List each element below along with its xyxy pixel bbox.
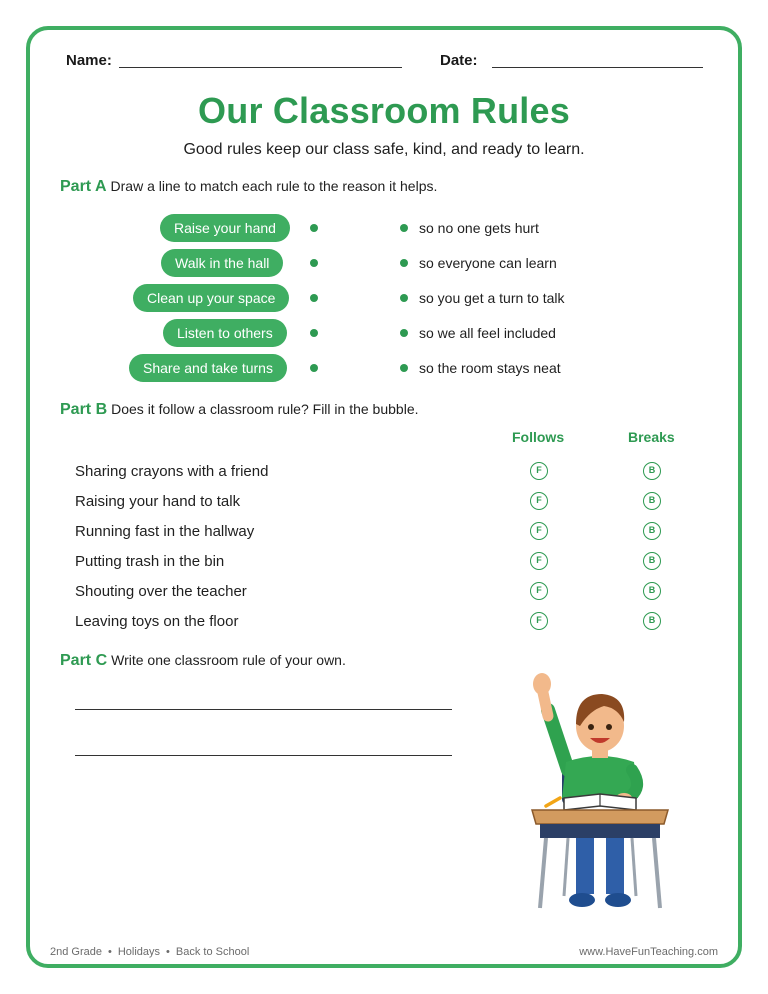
scenario-text: Shouting over the teacher <box>75 583 247 600</box>
rule-pill: Clean up your space <box>133 284 289 312</box>
part-b-instruction: Does it follow a classroom rule? Fill in the bubble. <box>111 401 419 417</box>
write-line-1[interactable] <box>75 709 452 710</box>
rule-match-dot <box>310 329 318 337</box>
reason-text: so everyone can learn <box>419 255 557 271</box>
rule-match-dot <box>310 224 318 232</box>
rule-pill: Share and take turns <box>129 354 287 382</box>
page-subtitle: Good rules keep our class safe, kind, and ready to learn. <box>183 141 585 158</box>
footer-tag: 2nd Grade <box>50 946 102 958</box>
page-title: Our Classroom Rules <box>198 90 570 131</box>
part-c-tag: Part C <box>60 652 108 669</box>
part-c-heading <box>60 652 346 670</box>
follows-bubble[interactable]: F <box>530 492 548 510</box>
follows-column-header: Follows <box>512 429 565 445</box>
part-a-instruction: Draw a line to match each rule to the reason it helps. <box>110 178 438 194</box>
rule-match-dot <box>310 364 318 372</box>
date-label: Date: <box>440 52 478 69</box>
part-a-tag: Part A <box>60 178 107 195</box>
reason-text: so no one gets hurt <box>419 220 539 236</box>
name-line <box>119 67 402 68</box>
reason-match-dot <box>400 224 408 232</box>
footer-tag: Back to School <box>175 946 250 958</box>
write-line-2[interactable] <box>75 755 452 756</box>
bullet-separator-icon: • <box>107 946 112 958</box>
scenario-text: Running fast in the hallway <box>75 523 255 540</box>
follows-bubble[interactable]: F <box>530 522 548 540</box>
scenario-text: Raising your hand to talk <box>75 493 241 510</box>
footer-tag: Holidays <box>117 946 161 958</box>
footer-tags <box>50 946 249 958</box>
reason-match-dot <box>400 294 408 302</box>
breaks-column-header: Breaks <box>628 429 675 445</box>
breaks-bubble[interactable]: B <box>643 582 661 600</box>
breaks-bubble[interactable]: B <box>643 522 661 540</box>
rule-pill: Raise your hand <box>160 214 290 242</box>
footer-site: www.HaveFunTeaching.com <box>579 946 718 958</box>
reason-match-dot <box>400 329 408 337</box>
rule-pill: Listen to others <box>163 319 287 347</box>
follows-bubble[interactable]: F <box>530 552 548 570</box>
breaks-bubble[interactable]: B <box>643 552 661 570</box>
rule-match-dot <box>310 294 318 302</box>
date-line <box>492 67 703 68</box>
name-label: Name: <box>66 52 112 69</box>
student-raising-hand-illustration <box>520 670 680 920</box>
reason-text: so we all feel included <box>419 325 556 341</box>
part-b-heading <box>60 401 419 419</box>
rule-match-dot <box>310 259 318 267</box>
breaks-bubble[interactable]: B <box>643 492 661 510</box>
breaks-bubble[interactable]: B <box>643 612 661 630</box>
follows-bubble[interactable]: F <box>530 462 548 480</box>
scenario-text: Putting trash in the bin <box>75 553 225 570</box>
follows-bubble[interactable]: F <box>530 582 548 600</box>
reason-match-dot <box>400 364 408 372</box>
part-c-instruction: Write one classroom rule of your own. <box>111 652 346 668</box>
rule-pill: Walk in the hall <box>161 249 283 277</box>
follows-bubble[interactable]: F <box>530 612 548 630</box>
reason-text: so the room stays neat <box>419 360 561 376</box>
part-b-tag: Part B <box>60 401 108 418</box>
reason-match-dot <box>400 259 408 267</box>
scenario-text: Leaving toys on the floor <box>75 613 239 630</box>
scenario-text: Sharing crayons with a friend <box>75 463 269 480</box>
part-a-heading <box>60 178 437 196</box>
bullet-separator-icon: • <box>166 946 170 958</box>
reason-text: so you get a turn to talk <box>419 290 565 306</box>
breaks-bubble[interactable]: B <box>643 462 661 480</box>
